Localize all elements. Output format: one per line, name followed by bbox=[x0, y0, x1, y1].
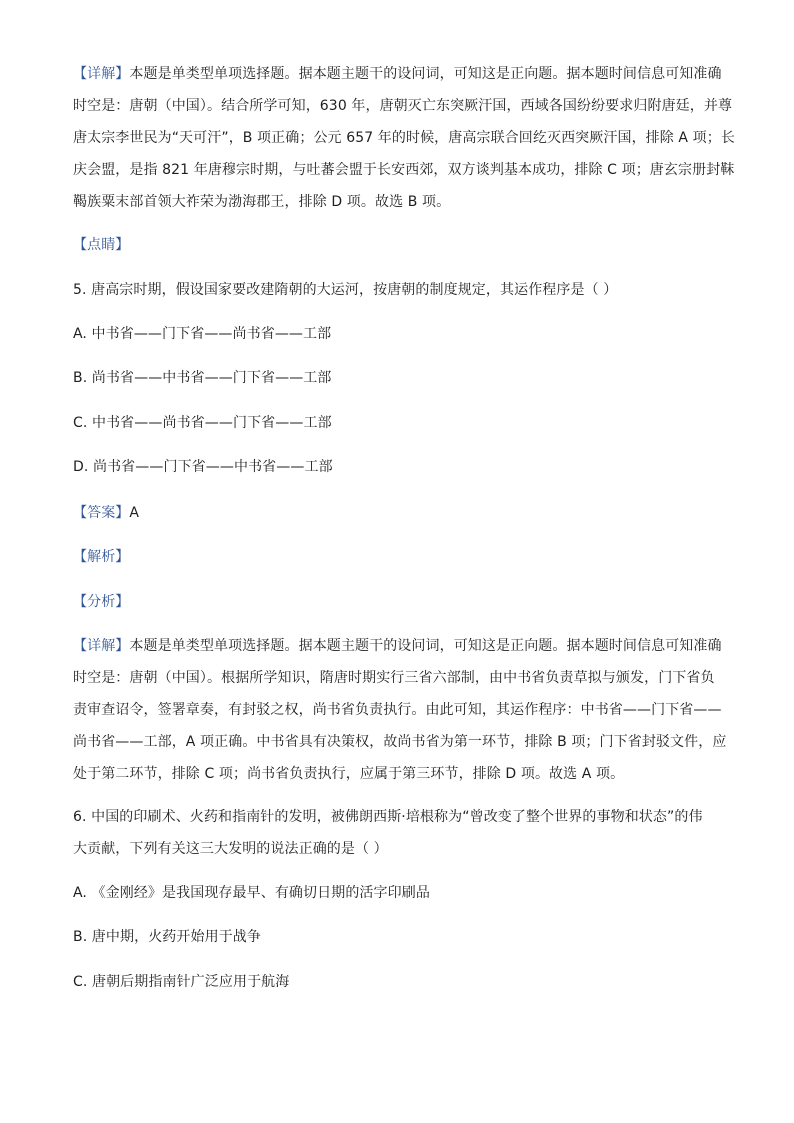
q5-jiexi-heading bbox=[73, 541, 723, 573]
detail-tag: 【详解】 bbox=[73, 638, 130, 654]
option-text: B. 唐中期，火药开始用于战争 bbox=[73, 929, 262, 945]
paragraph-text: 本题是单类型单项选择题。据本题主题干的设问词，可知这是正向题。据本题时间信息可知准确 bbox=[129, 638, 722, 654]
paragraph-line: 时空是：唐朝（中国）。根据所学知识，隋唐时期实行三省六部制，由中书省负责草拟与颁发，门下省负 bbox=[73, 670, 715, 686]
option-text: A. 中书省——门下省——尚书省——工部 bbox=[73, 326, 332, 342]
q5-option-b bbox=[73, 362, 723, 394]
answer-value: A bbox=[129, 505, 140, 521]
answer-tag: 【答案】 bbox=[73, 505, 130, 521]
q6-option-c bbox=[73, 966, 723, 998]
paragraph-line bbox=[73, 630, 723, 662]
option-text: A. 《金刚经》是我国现存最早、有确切日期的活字印刷品 bbox=[73, 885, 430, 901]
paragraph-line: 庆会盟，是指 821 年唐穆宗时期，与吐蕃会盟于长安西郊，双方谈判基本成功，排除 C 项；唐玄宗册封靺 bbox=[73, 162, 735, 178]
q5-fenxi-heading bbox=[73, 586, 723, 618]
q5-option-c bbox=[73, 407, 723, 439]
paragraph-line: 唐太宗李世民为“天可汗”，B 项正确；公元 657 年的时候，唐高宗联合回纥灭西突厥汗国，排除 A 项；长 bbox=[73, 130, 735, 146]
q5-answer bbox=[73, 497, 723, 529]
question-stem-text: 6. 中国的印刷术、火药和指南针的发明，被佛朗西斯·培根称为“曾改变了整个世界的事物和状态”的伟 bbox=[73, 809, 703, 825]
q6-stem bbox=[73, 801, 723, 865]
detail-tag: 【详解】 bbox=[73, 66, 130, 82]
paragraph-text: 本题是单类型单项选择题。据本题主题干的设问词，可知这是正向题。据本题时间信息可知准确 bbox=[129, 66, 722, 82]
option-text: C. 中书省——尚书省——门下省——工部 bbox=[73, 415, 332, 431]
dianjing-heading bbox=[73, 229, 723, 261]
question-stem-text: 5. 唐高宗时期，假设国家要改建隋朝的大运河，按唐朝的制度规定，其运作程序是（ ） bbox=[73, 282, 618, 298]
q6-option-b bbox=[73, 921, 723, 953]
paragraph-line bbox=[73, 58, 723, 90]
q5-option-d bbox=[73, 451, 723, 483]
option-text: B. 尚书省——中书省——门下省——工部 bbox=[73, 370, 332, 386]
paragraph-line: 处于第二环节，排除 C 项；尚书省负责执行，应属于第三环节，排除 D 项。故选 A 项。 bbox=[73, 766, 625, 782]
paragraph-line: 鞨族粟末部首领大祚荣为渤海郡王，排除 D 项。故选 B 项。 bbox=[73, 194, 451, 210]
q5-stem bbox=[73, 274, 723, 306]
option-text: C. 唐朝后期指南针广泛应用于航海 bbox=[73, 974, 290, 990]
dianjing-tag: 【点睛】 bbox=[73, 237, 130, 253]
fenxi-tag: 【分析】 bbox=[73, 594, 130, 610]
q5-option-a bbox=[73, 318, 723, 350]
option-text: D. 尚书省——门下省——中书省——工部 bbox=[73, 459, 333, 475]
jiexi-tag: 【解析】 bbox=[73, 549, 130, 565]
q4-detail-paragraph bbox=[73, 58, 735, 218]
q6-option-a bbox=[73, 877, 723, 909]
paragraph-line: 尚书省——工部，A 项正确。中书省具有决策权，故尚书省为第一环节，排除 B 项；门下省封驳文件，应 bbox=[73, 734, 727, 750]
q5-detail-paragraph bbox=[73, 630, 727, 790]
paragraph-line: 时空是：唐朝（中国）。结合所学可知，630 年，唐朝灭亡东突厥汗国，西域各国纷纷要求归附唐廷，并尊 bbox=[73, 98, 733, 114]
paragraph-line: 责审查诏令，签署章奏，有封驳之权，尚书省负责执行。由此可知，其运作程序：中书省——门下省—— bbox=[73, 702, 722, 718]
question-stem-text: 大贡献，下列有关这三大发明的说法正确的是（ ） bbox=[73, 841, 388, 857]
